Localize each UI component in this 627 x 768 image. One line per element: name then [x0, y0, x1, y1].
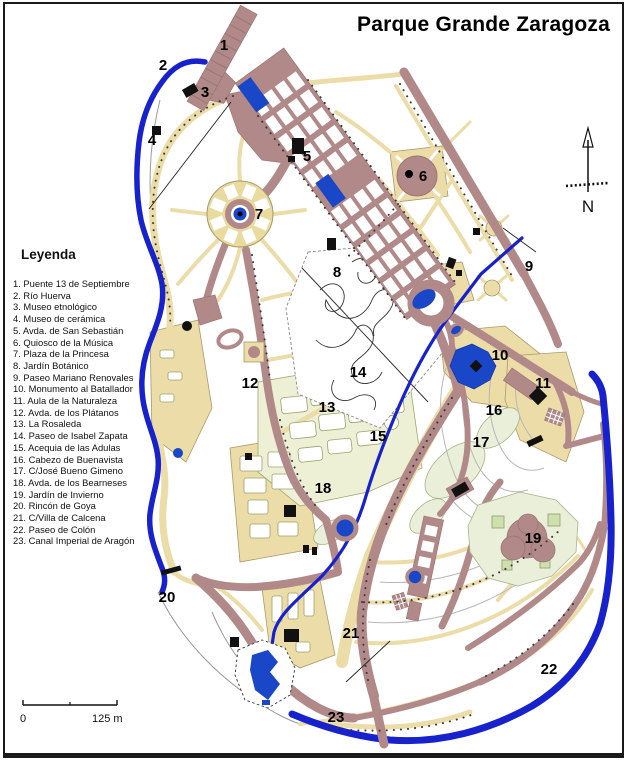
legend-item: 17. C/José Bueno Gimeno: [13, 465, 123, 477]
legend-item: 21. C/Villa de Calcena: [13, 512, 106, 524]
legend-item: 6. Quiosco de la Música: [13, 336, 114, 348]
map-marker-3: 3: [200, 84, 210, 101]
map-marker-18: 18: [314, 480, 332, 497]
legend-item: 8. Jardín Botánico: [13, 359, 89, 371]
map-marker-23: 23: [327, 709, 345, 726]
scale-end-label: 125 m: [92, 713, 123, 725]
map-marker-5: 5: [302, 148, 312, 165]
legend-item: 19. Jardín de Invierno: [13, 488, 104, 500]
scale-start-label: 0: [20, 713, 27, 725]
map-marker-9: 9: [524, 258, 534, 275]
legend: [13, 247, 163, 547]
legend-item: 10. Monumento al Batallador: [13, 383, 133, 395]
legend-item: 16. Cabezo de Buenavista: [13, 453, 123, 465]
legend-item: 15. Acequia de las Adulas: [13, 441, 121, 453]
legend-item: 5. Avda. de San Sebastián: [13, 324, 124, 336]
legend-item: 11. Aula de la Naturaleza: [13, 395, 118, 407]
legend-item: 12. Avda. de los Plátanos: [13, 406, 119, 418]
legend-item: 7. Plaza de la Princesa: [13, 348, 109, 360]
map-marker-12: 12: [241, 375, 259, 392]
map-marker-21: 21: [342, 625, 360, 642]
legend-item: 18. Avda. de los Bearneses: [13, 476, 127, 488]
legend-item: 23. Canal Imperial de Aragón: [13, 535, 135, 547]
map-marker-7: 7: [254, 206, 264, 223]
north-arrow: [582, 128, 594, 216]
map-marker-10: 10: [491, 347, 509, 364]
viveros-complex: [402, 516, 443, 622]
map-marker-11: 11: [535, 375, 551, 392]
map-marker-19: 19: [524, 530, 542, 547]
map-marker-15: 15: [369, 428, 387, 445]
map-marker-13: 13: [318, 399, 336, 416]
legend-item: 2. Río Huerva: [13, 289, 71, 301]
map-marker-6: 6: [418, 168, 428, 185]
boating-pond: [235, 640, 295, 708]
scale-bar: [20, 700, 123, 725]
map-title: Parque Grande Zaragoza: [357, 13, 610, 36]
legend-item: 20. Rincón de Goya: [13, 500, 96, 512]
legend-item: 22. Paseo de Colón: [13, 523, 96, 535]
legend-title: Leyenda: [21, 247, 76, 262]
map-marker-14: 14: [349, 364, 367, 381]
legend-item: 13. La Rosaleda: [13, 418, 82, 430]
map-marker-2: 2: [158, 57, 168, 74]
map-marker-17: 17: [472, 434, 490, 451]
legend-item: 1. Puente 13 de Septiembre: [13, 278, 130, 289]
legend-item: 3. Museo etnológico: [13, 301, 97, 313]
map-marker-16: 16: [485, 402, 503, 419]
legend-item: 9. Paseo Mariano Renovales: [13, 371, 134, 383]
map-marker-1: 1: [219, 37, 229, 54]
round-pond: [407, 569, 423, 585]
map-marker-22: 22: [540, 661, 558, 678]
map-marker-4: 4: [147, 132, 157, 149]
map-marker-8: 8: [332, 264, 342, 281]
legend-item: 14. Paseo de Isabel Zapata: [13, 430, 128, 442]
legend-list: [13, 278, 163, 547]
legend-item: 4. Museo de cerámica: [13, 313, 106, 325]
fountain-pond: [334, 517, 356, 539]
north-label: N: [581, 197, 595, 216]
map-marker-20: 20: [158, 589, 176, 606]
